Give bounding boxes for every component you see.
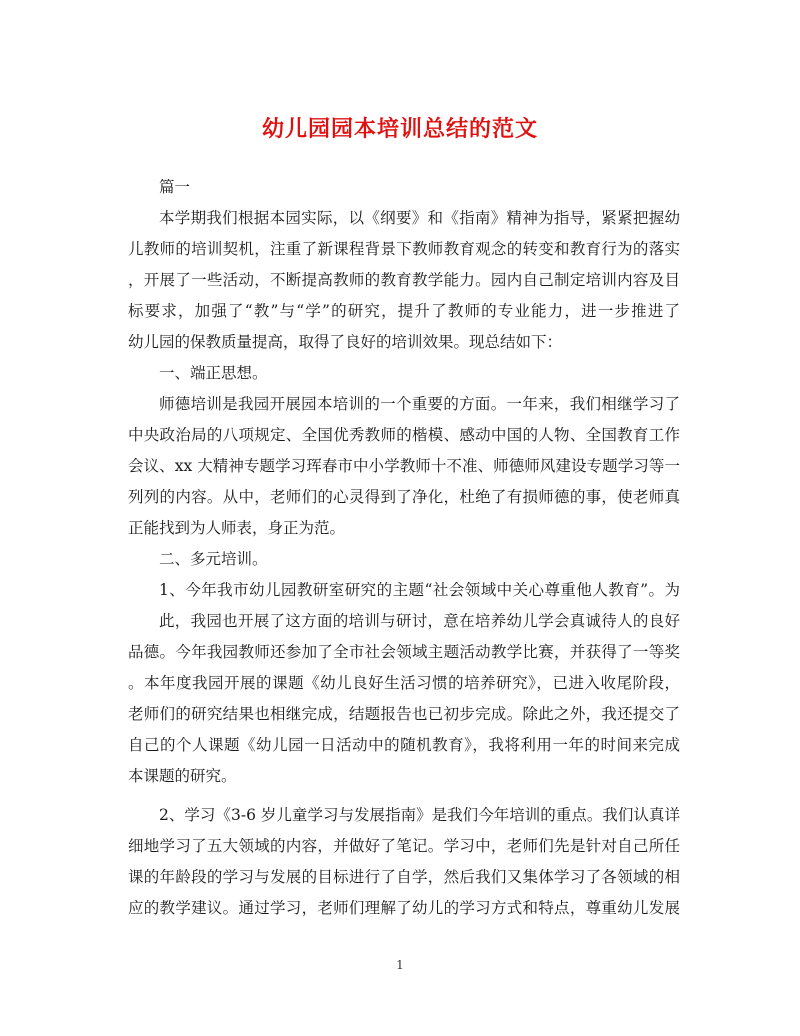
body-line: 老师们的研究结果也相继完成，结题报告也已初步完成。除此之外，我还提交了 <box>128 705 680 723</box>
body-line: 应的教学建议。通过学习，老师们理解了幼儿的学习方式和特点，尊重幼儿发展 <box>128 899 680 917</box>
body-line: 2、学习《3-6 岁儿童学习与发展指南》是我们今年培训的重点。我们认真详 <box>159 806 680 824</box>
body-line: 本学期我们根据本园实际，以《纲要》和《指南》精神为指导，紧紧把握幼 <box>159 209 680 227</box>
section-heading: 二、多元培训。 <box>159 550 268 568</box>
body-line: ，开展了一些活动，不断提高教师的教育教学能力。园内自己制定培训内容及目 <box>128 271 680 289</box>
body-line: 标要求，加强了“教”与“学”的研究，提升了教师的专业能力，进一步推进了 <box>128 302 680 320</box>
body-line: 幼儿园的保教质量提高，取得了良好的培训效果。现总结如下： <box>128 333 563 351</box>
body-line: 细地学习了五大领域的内容，并做好了笔记。学习中，老师们先是针对自己所任 <box>128 837 680 855</box>
body-line: 自己的个人课题《幼儿园一日活动中的随机教育》，我将利用一年的时间来完成 <box>128 736 680 754</box>
body-line: 会议、xx 大精神专题学习珲春市中小学教师十不准、师德师风建设专题学习等一 <box>128 457 680 475</box>
paragraph-gap <box>128 792 680 800</box>
body-line: 列列的内容。从中，老师们的心灵得到了净化，杜绝了有损师德的事，使老师真 <box>128 488 680 506</box>
body-line: 此，我园也开展了这方面的培训与研讨，意在培养幼儿学会真诚待人的良好 <box>159 612 680 630</box>
body-line: 1、今年我市幼儿园教研室研究的主题“社会领域中关心尊重他人教育”。为 <box>159 581 680 599</box>
page-number: 1 <box>396 958 404 972</box>
body-line: 师德培训是我园开展园本培训的一个重要的方面。一年来，我们相继学习了 <box>159 395 680 413</box>
body-line: 正能找到为人师表，身正为范。 <box>128 519 346 537</box>
body-line: 中央政治局的八项规定、全国优秀教师的楷模、感动中国的人物、全国教育工作 <box>128 426 680 444</box>
body-line: 儿教师的培训契机，注重了新课程背景下教师教育观念的转变和教育行为的落实 <box>128 240 680 258</box>
document-title: 幼儿园园本培训总结的范文 <box>261 116 538 142</box>
section-heading: 一、端正思想。 <box>159 364 268 382</box>
body-line: 篇一 <box>159 178 191 196</box>
body-line: 课的年龄段的学习与发展的目标进行了自学，然后我们又集体学习了各领域的相 <box>128 868 680 886</box>
body-line: 品德。今年我园教师还参加了全市社会领域主题活动教学比赛，并获得了一等奖 <box>128 643 680 661</box>
document-body <box>128 172 680 924</box>
body-line: 。本年度我园开展的课题《幼儿良好生活习惯的培养研究》，已进入收尾阶段， <box>128 674 680 692</box>
body-line: 本课题的研究。 <box>128 767 237 785</box>
